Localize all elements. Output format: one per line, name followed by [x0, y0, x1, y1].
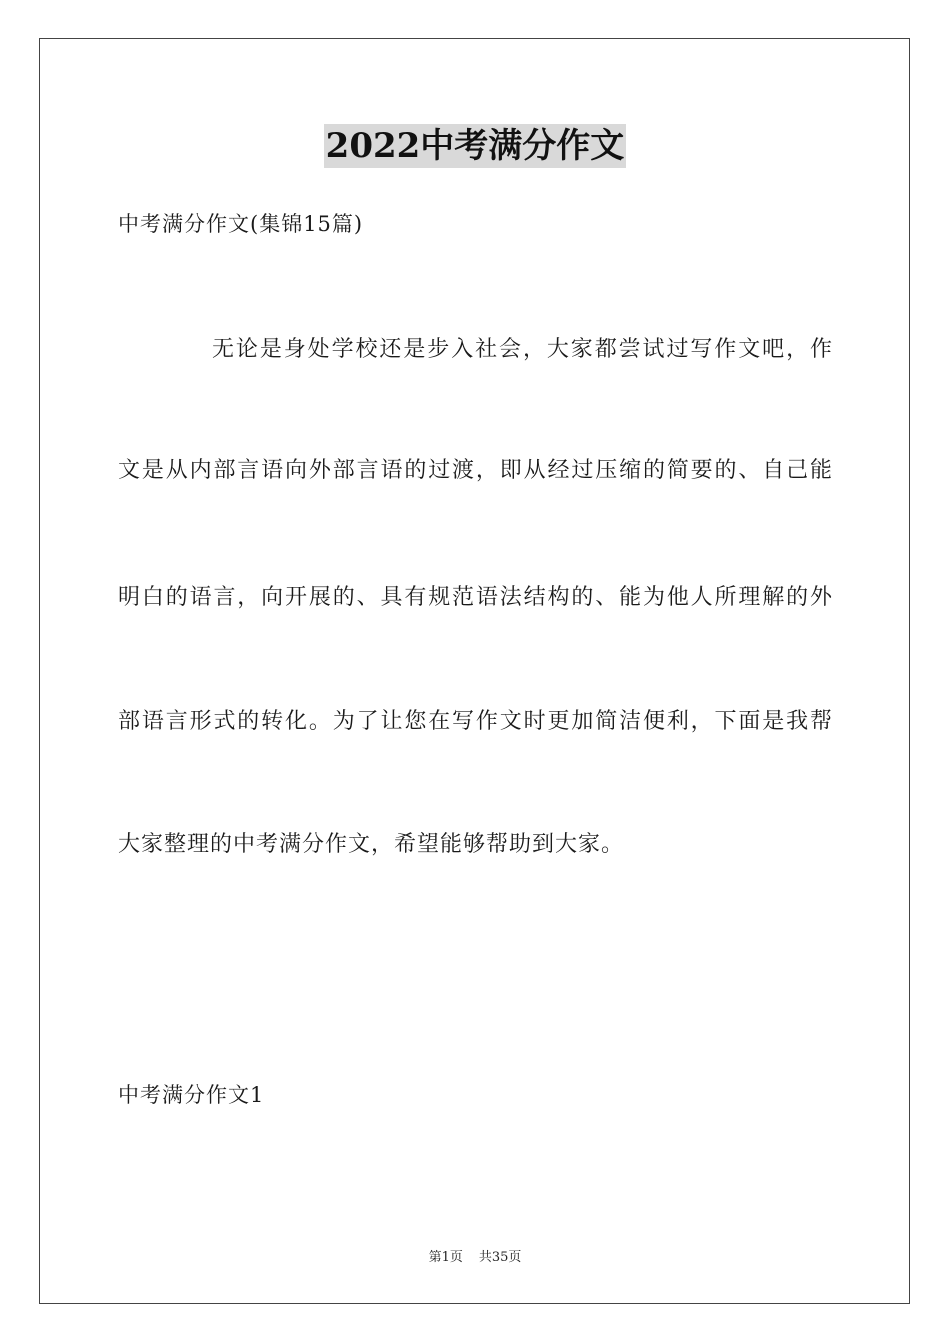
- title-container: [0, 124, 950, 168]
- page-footer: [0, 1249, 950, 1267]
- section-heading: 中考满分作文1: [118, 1083, 265, 1107]
- document-subtitle: 中考满分作文(集锦15篇): [118, 212, 364, 236]
- intro-line-5: 大家整理的中考满分作文，希望能够帮助到大家。: [118, 832, 625, 857]
- intro-line-2: 文是从内部言语向外部言语的过渡，即从经过压缩的简要的、自己能: [118, 458, 832, 483]
- document-title: 2022中考满分作文: [325, 126, 625, 166]
- intro-line-1: 无论是身处学校还是步入社会，大家都尝试过写作文吧，作: [212, 337, 832, 362]
- page-total: 共35页: [478, 1250, 522, 1265]
- intro-line-4: 部语言形式的转化。为了让您在写作文时更加简洁便利，下面是我帮: [118, 709, 832, 734]
- intro-line-3: 明白的语言，向开展的、具有规范语法结构的、能为他人所理解的外: [118, 585, 832, 610]
- page-number: 第1页: [428, 1250, 463, 1265]
